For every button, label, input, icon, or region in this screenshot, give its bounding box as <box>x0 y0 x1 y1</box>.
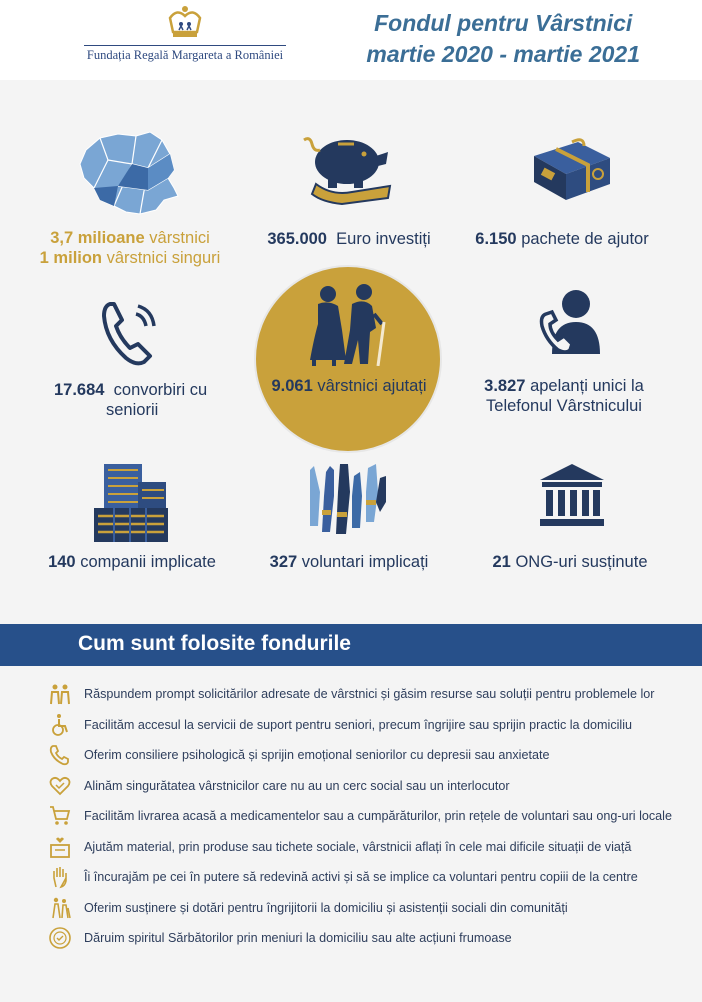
list-item-text: Oferim consiliere psihologică și sprijin emoțional seniorilor cu depresii sau anxietate <box>84 748 550 762</box>
stat-seniors-value1: 3,7 milioane <box>50 229 145 247</box>
stat-invest <box>244 229 454 249</box>
romania-map-icon <box>78 130 182 216</box>
stat-callers-value: 3.827 <box>484 377 526 395</box>
list-item <box>48 804 698 835</box>
wheelchair-icon <box>48 713 72 737</box>
funds-list <box>48 682 698 957</box>
stat-helped-text: vârstnici ajutați <box>317 377 427 395</box>
list-item <box>48 926 698 957</box>
phone-icon <box>100 300 160 368</box>
list-item-text: Ajutăm material, prin produse sau tichete sociale, vârstnicii aflați în cele mai dificile situații de viață <box>84 839 632 854</box>
crown-icon <box>167 4 203 42</box>
logo <box>80 4 290 74</box>
stat-packages-value: 6.150 <box>475 230 517 248</box>
stat-calls-text2: seniorii <box>106 401 159 419</box>
funds-banner <box>0 624 702 666</box>
stat-callers-text2: Telefonul Vârstnicului <box>486 397 642 415</box>
raised-hands-icon <box>304 462 388 536</box>
page-title-line2: martie 2020 - martie 2021 <box>366 41 640 67</box>
stat-helped <box>256 376 442 396</box>
stat-invest-text: Euro investiți <box>336 230 431 248</box>
list-item <box>48 743 698 774</box>
piggy-bank-icon <box>302 136 394 206</box>
stat-helped-value: 9.061 <box>271 377 313 395</box>
list-item-text: Îi încurajăm pe cei în putere să redevină activi și să se implice ca voluntari pentru copiii de la centre <box>84 870 638 884</box>
list-item <box>48 896 698 927</box>
stat-seniors-value2: 1 milion <box>39 249 103 267</box>
list-item-text: Facilităm accesul la servicii de suport pentru seniori, precum îngrijire sau sprijin practic la domiciliu <box>84 717 633 732</box>
stat-ngos-value: 21 <box>492 553 511 571</box>
list-item <box>48 682 698 713</box>
stat-callers-text1: apelanți unici la <box>530 377 644 395</box>
buildings-icon <box>94 462 170 542</box>
logo-text: Fundația Regală Margareta a României <box>86 48 284 62</box>
page-title-line1: Fondul pentru Vârstnici <box>374 10 633 36</box>
stat-ngos <box>470 552 670 572</box>
logo-divider <box>84 45 286 46</box>
header <box>0 0 702 80</box>
page-title <box>366 8 640 70</box>
list-item <box>48 713 698 744</box>
list-item <box>48 865 698 896</box>
stat-seniors-text1: vârstnici <box>149 229 210 247</box>
stat-calls-value: 17.684 <box>54 381 105 399</box>
list-item-text: Alinăm singurătatea vârstnicilor care nu au un cerc social sau un interlocutor <box>84 778 510 793</box>
stat-seniors <box>30 228 230 268</box>
stat-invest-value: 365.000 <box>267 230 327 248</box>
stat-callers <box>464 376 664 416</box>
stat-calls <box>40 380 244 420</box>
stat-companies-text: companii implicate <box>80 553 216 571</box>
stat-calls-text1: convorbiri cu <box>113 381 208 399</box>
stat-seniors-text2: vârstnici singuri <box>106 249 221 267</box>
stat-packages-text: pachete de ajutor <box>521 230 649 248</box>
institution-icon <box>538 462 606 528</box>
hand-icon <box>48 865 72 889</box>
people-icon <box>48 682 72 706</box>
phone-icon <box>48 743 72 767</box>
cart-icon <box>48 804 72 828</box>
list-item <box>48 774 698 805</box>
plate-icon <box>48 926 72 950</box>
funds-title: Cum sunt folosite fondurile <box>78 632 351 655</box>
heart-hands-icon <box>48 774 72 798</box>
list-item <box>48 835 698 866</box>
elderly-couple-icon <box>306 284 392 366</box>
list-item-text: Dăruim spiritul Sărbătorilor prin meniuri la domiciliu sau alte acțiuni frumoase <box>84 931 512 945</box>
caller-icon <box>538 288 604 356</box>
caregiver-icon <box>48 896 72 920</box>
package-icon <box>526 130 616 202</box>
stat-volunteers <box>244 552 454 572</box>
stat-packages <box>462 229 662 249</box>
stat-ngos-text: ONG-uri susținute <box>515 553 648 571</box>
stat-volunteers-text: voluntari implicați <box>301 553 429 571</box>
stat-companies-value: 140 <box>48 553 76 571</box>
donation-box-icon <box>48 835 72 859</box>
list-item-text: Oferim susținere și dotări pentru îngrijitorii la domiciliu și asistenții sociali din comunități <box>84 900 568 915</box>
list-item-text: Facilităm livrarea acasă a medicamentelor sau a cumpărăturilor, prin rețele de voluntari sau ong-uri locale <box>84 809 672 823</box>
stat-volunteers-value: 327 <box>269 553 298 571</box>
list-item-text: Răspundem prompt solicitărilor adresate de vârstnici și găsim resurse sau soluții pentru problemele lor <box>84 687 655 701</box>
stat-companies <box>32 552 232 572</box>
